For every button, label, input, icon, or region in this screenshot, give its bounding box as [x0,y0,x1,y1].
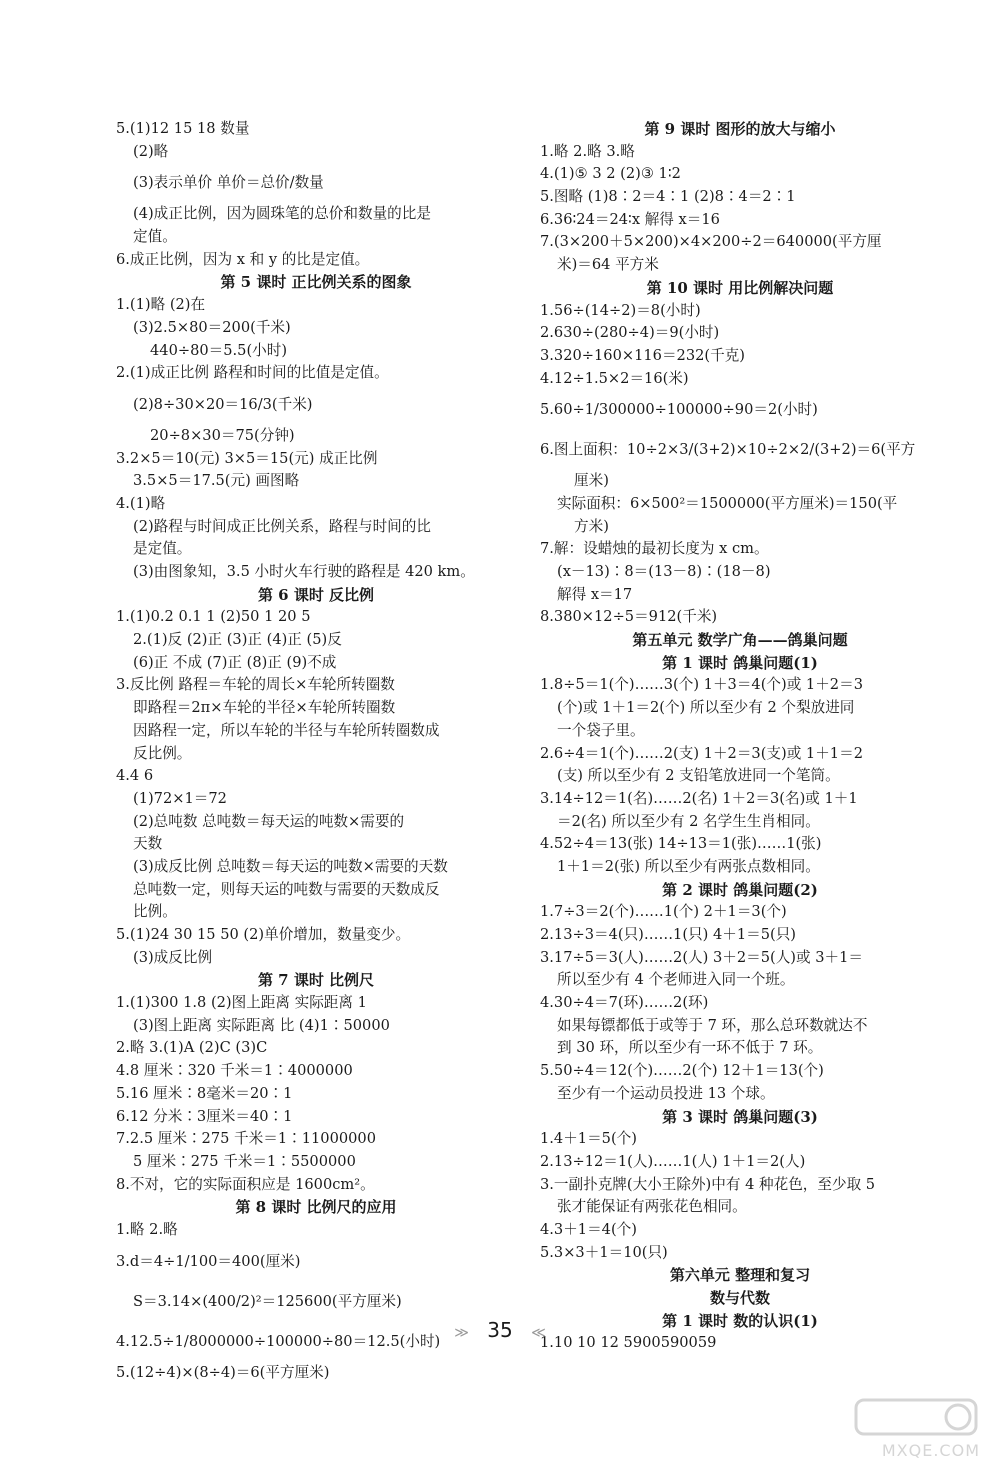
section-heading: 第六单元 整理和复习 [669,1266,811,1285]
answer-line: 到 30 环，所以至少有一环不低于 7 环。 [557,1039,823,1057]
answer-line: (1)72×1＝72 [133,789,227,807]
section-heading: 第 9 课时 图形的放大与缩小 [644,120,836,138]
answer-line: 1.略 2.略 [116,1220,178,1238]
answer-line: (6)正 不成 (7)正 (8)正 (9)不成 [133,653,337,671]
section-heading: 第 5 课时 正比例关系的图象 [220,273,412,292]
answer-line: 7.解：设蜡烛的最初长度为 x cm。 [540,540,769,558]
answer-line: (4)成正比例，因为圆珠笔的总价和数量的比是 [133,205,431,223]
page-footer [0,1318,1000,1342]
section-heading: 第 1 课时 数的认识(1) [662,1311,818,1330]
answer-line: 3.反比例 路程＝车轮的周长×车轮所转圈数 [116,676,395,694]
answer-line: 4.8 厘米∶320 千米＝1∶4000000 [116,1062,353,1080]
answer-line: 5.16 厘米∶8毫米＝20∶1 [116,1084,293,1102]
answer-line: 1.(1)300 1.8 (2)图上距离 实际距离 1 [116,994,367,1012]
section-heading: 第 2 课时 鸽巢问题(2) [662,880,818,899]
answer-line: 6.36∶24＝24∶x 解得 x＝16 [540,210,720,228]
answer-line: 1.4＋1＝5(个) [540,1130,637,1148]
answer-line: (2)总吨数 总吨数＝每天运的吨数×需要的 [133,812,405,830]
answer-line: 4.(1)⑤ 3 2 (2)③ 1∶2 [540,165,681,183]
answer-line: 3.5×5＝17.5(元) 画图略 [133,472,300,490]
answer-line: (个)或 1＋1＝2(个) 所以至少有 2 个梨放进同 [557,699,855,717]
answer-line: 2.13÷12＝1(人)……1(人) 1＋1＝2(人) [540,1152,806,1170]
section-heading: 第 6 课时 反比例 [257,585,375,604]
answer-line: 总吨数一定，则每天运的吨数与需要的天数成反 [133,880,440,898]
answer-line: 5.50÷4＝12(个)……2(个) 12＋1＝13(个) [540,1062,824,1080]
answer-line: 4.4 6 [116,767,154,785]
answer-line: 一个袋子里。 [557,721,645,739]
answer-line: 1.7÷3＝2(个)……1(个) 2＋1＝3(个) [540,903,787,921]
answer-line: 至少有一个运动员投进 13 个球。 [557,1084,775,1102]
answer-line: 20÷8×30＝75(分钟) [150,426,295,444]
answer-line: 4.30÷4＝7(环)……2(环) [540,994,709,1012]
page-number: 35 [487,1318,513,1342]
answer-line: 米)＝64 平方米 [557,256,659,274]
answer-line: 4.12÷1.5×2＝16(米) [540,369,689,387]
answer-line: 2.略 3.(1)A (2)C (3)C [116,1039,268,1057]
answer-column-left [116,118,516,1384]
answer-line: (3)成反比例 总吨数＝每天运的吨数×需要的天数 [133,857,448,875]
answer-line: (支) 所以至少有 2 支铅笔放进同一个笔筒。 [557,767,840,785]
answer-line: 定值。 [133,228,177,246]
answer-line: 厘米) [574,472,609,490]
answer-line: 1.10 10 12 5900590059 [540,1334,717,1352]
answer-line: 5 厘米∶275 千米＝1∶5500000 [133,1152,356,1170]
footer-deco-left: ≫ [454,1325,469,1341]
answer-line: 反比例。 [133,744,192,762]
answer-line: (2)路程与时间成正比例关系，路程与时间的比 [133,517,431,535]
answer-line: 1＋1＝2(张) 所以至少有两张点数相同。 [557,857,820,875]
answer-line: (2)略 [133,142,169,160]
answer-line: 解得 x＝17 [557,585,633,603]
answer-line: (3)由图象知，3.5 小时火车行驶的路程是 420 km。 [133,563,475,580]
answer-line: 4.(1)略 [116,494,166,512]
answer-line: 3.17÷5＝3(人)……2(人) 3＋2＝5(人)或 3＋1＝ [540,948,863,966]
answer-line: 1.56÷(14÷2)＝8(小时) [540,301,701,319]
answer-line: 因路程一定，所以车轮的半径与车轮所转圈数成 [133,721,440,739]
answer-line: 7.(3×200＋5×200)×4×200÷2＝640000(平方厘 [540,233,882,251]
answer-line: 5.3×3＋1＝10(只) [540,1243,668,1261]
answer-line: 2.13÷3＝4(只)……1(只) 4＋1＝5(只) [540,926,796,943]
answer-line: 5.(1)24 30 15 50 (2)单价增加，数量变少。 [116,926,411,943]
answer-line: 张才能保证有两张花色相同。 [557,1198,747,1216]
answer-line: 天数 [133,835,163,853]
answer-line: (2)8÷30×20＝16/3(千米) [133,395,313,413]
section-heading: 第 1 课时 鸽巢问题(1) [662,653,818,672]
answer-line: (3)成反比例 [133,948,213,966]
answer-line: 6.图上面积：10÷2×3/(3+2)×10÷2×2/(3+2)＝6(平方 [540,441,916,459]
answer-line: 440÷80＝5.5(小时) [150,341,288,359]
answer-line: 2.(1)反 (2)正 (3)正 (4)正 (5)反 [133,631,342,649]
answer-line: 1.8÷5＝1(个)……3(个) 1＋3＝4(个)或 1＋2＝3 [540,676,863,694]
answer-line: (3)表示单价 单价＝总价/数量 [133,174,324,192]
answer-line: 3.14÷12＝1(名)……2(名) 1＋2＝3(名)或 1＋1 [540,789,858,807]
answer-line: (3)图上距离 实际距离 比 (4)1∶50000 [133,1016,390,1034]
answer-line: 3.一副扑克牌(大小王除外)中有 4 种花色，至少取 5 [540,1175,876,1193]
answer-line: 是定值。 [133,540,192,558]
answer-line: (x－13)∶8＝(13－8)∶(18－8) [557,563,771,580]
answer-line: 2.630÷(280÷4)＝9(小时) [540,324,720,342]
section-heading: 第 8 课时 比例尺的应用 [235,1198,397,1217]
answer-line: S＝3.14×(400/2)²＝125600(平方厘米) [133,1292,402,1310]
answer-line: 4.3＋1＝4(个) [540,1220,637,1238]
section-heading: 第 3 课时 鸽巢问题(3) [662,1107,818,1126]
answer-line: 4.12.5÷1/8000000÷100000÷80＝12.5(小时) [116,1332,441,1350]
answer-line: 8.380×12÷5＝912(千米) [540,608,718,626]
answer-line: 5.图略 (1)8∶2＝4∶1 (2)8∶4＝2∶1 [540,188,796,206]
answer-line: 即路程＝2π×车轮的半径×车轮所转圈数 [133,699,396,717]
answer-line: 实际面积：6×500²＝1500000(平方厘米)＝150(平 [557,494,898,512]
watermark-logo [846,1392,986,1462]
answer-line: 2.(1)成正比例 路程和时间的比值是定值。 [116,364,389,382]
answer-line: 3.2×5＝10(元) 3×5＝15(元) 成正比例 [116,449,378,467]
answer-column-right [540,118,940,1355]
answer-line: ＝2(名) 所以至少有 2 名学生生肖相同。 [557,812,820,830]
answer-line: (3)2.5×80＝200(千米) [133,318,291,336]
answer-line: 5.(1)12 15 18 数量 [116,120,250,137]
answer-line: 如果每镖都低于或等于 7 环，那么总环数就达不 [557,1016,868,1034]
answer-line: 4.52÷4＝13(张) 14÷13＝1(张)……1(张) [540,835,822,853]
answer-line: 6.12 分米∶3厘米＝40∶1 [116,1107,293,1125]
answer-line: 1.(1)0.2 0.1 1 (2)50 1 20 5 [116,608,311,626]
answer-line: 方米) [574,517,609,535]
answer-line: 5.(12÷4)×(8÷4)＝6(平方厘米) [116,1363,330,1381]
answer-line: 1.(1)略 (2)在 [116,296,206,314]
section-heading: 第 10 课时 用比例解决问题 [646,278,834,297]
answer-line: 6.成正比例，因为 x 和 y 的比是定值。 [116,250,370,268]
watermark-text: MXQE.COM [881,1441,980,1460]
answer-line: 1.略 2.略 3.略 [540,142,635,160]
section-heading: 数与代数 [709,1289,770,1307]
answer-line: 7.2.5 厘米∶275 千米＝1∶11000000 [116,1130,376,1148]
section-heading: 第 7 课时 比例尺 [257,971,375,990]
section-heading: 第五单元 数学广角——鸽巢问题 [632,631,848,650]
answer-line: 3.320÷160×116＝232(千克) [540,346,745,364]
footer-deco-right: ≪ [531,1325,546,1341]
answer-line: 所以至少有 4 个老师进入同一个班。 [557,971,795,989]
answer-line: 5.60÷1/300000÷100000÷90＝2(小时) [540,401,818,419]
answer-line: 比例。 [133,903,177,921]
answer-line: 3.d＝4÷1/100＝400(厘米) [116,1252,301,1270]
answer-line: 2.6÷4＝1(个)……2(支) 1＋2＝3(支)或 1＋1＝2 [540,744,863,762]
answer-line: 8.不对，它的实际面积应是 1600cm²。 [116,1175,375,1193]
